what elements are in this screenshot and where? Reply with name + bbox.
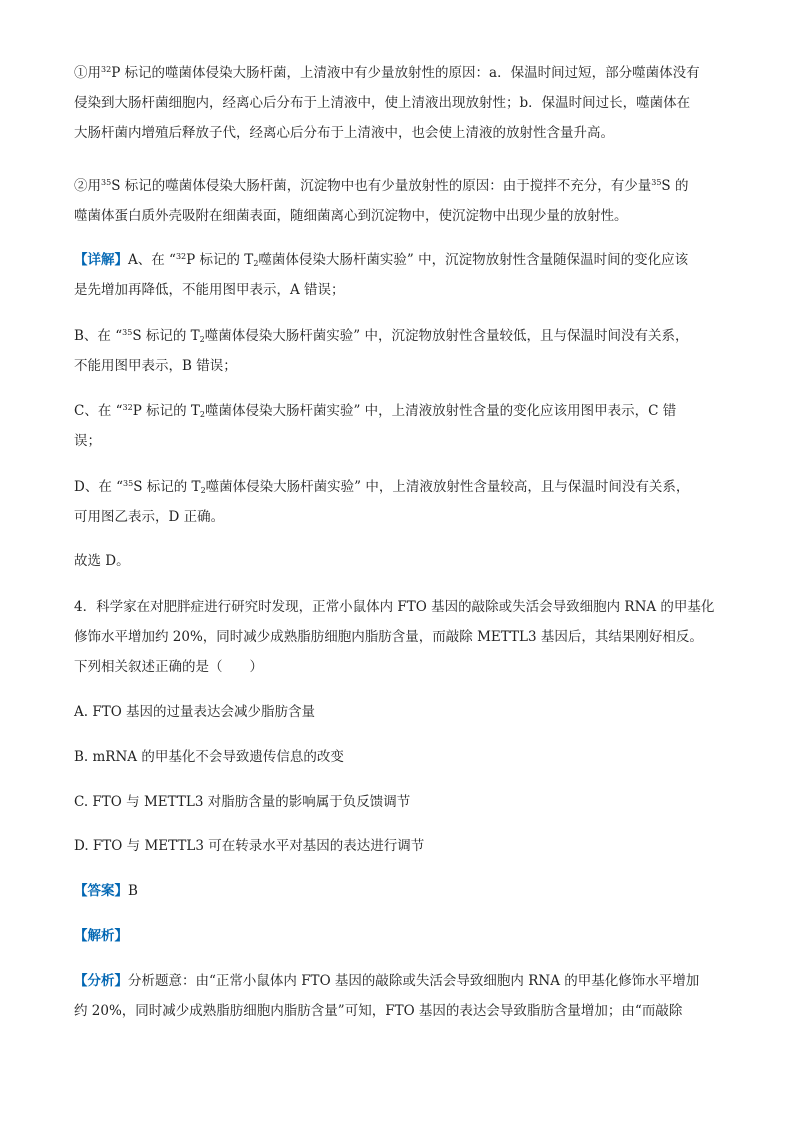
question-4-stem-line-1: 4．科学家在对肥胖症进行研究时发现，正常小鼠体内 FTO 基因的敲除或失活会导致细胞内 RNA 的甲基化 (74, 599, 715, 615)
reason-2-paragraph (74, 171, 724, 231)
detail-d-paragraph (74, 472, 724, 532)
analysis-tag: 【解析】 (74, 928, 128, 944)
answer-line (74, 876, 724, 907)
fenxi-line-1: 【分析】分析题意：由“正常小鼠体内 FTO 基因的敲除或失活会导致细胞内 RNA 的甲基化修饰水平增加 (74, 973, 700, 989)
detail-b-line-1: B、在 “$^{35}$S 标记的 $T_2$噬菌体侵染大肠杆菌实验” 中，沉淀物放射性含量较低，且与保温时间没有关系， (74, 328, 689, 344)
fenxi-paragraph (74, 966, 724, 1026)
detail-d-line-2: 可用图乙表示，D 正确。 (74, 509, 225, 525)
reason-2-line-1: ②用$^{35}$S 标记的噬菌体侵染大肠杆菌，沉淀物中也有少量放射性的原因：由于搅拌不充分，有少量$^{35}$S 的 (74, 178, 689, 194)
reason-1-line-3: 大肠杆菌内增殖后释放子代，经离心后分布于上清液中，也会使上清液的放射性含量升高。 (74, 125, 614, 141)
detail-c-line-1: C、在 “$^{32}$P 标记的 $T_2$噬菌体侵染大肠杆菌实验” 中，上清液放射性含量的变化应该用图甲表示，C 错 (74, 403, 677, 419)
detail-a-paragraph (74, 245, 724, 305)
reason-1-line-1: ①用$^{32}$P 标记的噬菌体侵染大肠杆菌，上清液中有少量放射性的原因：a．保温时间过短，部分噬菌体没有 (74, 65, 700, 81)
reason-1-line-2: 侵染到大肠杆菌细胞内，经离心后分布于上清液中，使上清液出现放射性；b．保温时间过长，噬菌体在 (74, 95, 691, 111)
reason-2-line-2: 噬菌体蛋白质外壳吸附在细菌表面，随细菌离心到沉淀物中，使沉淀物中出现少量的放射性。 (74, 208, 628, 224)
detail-b-paragraph (74, 321, 724, 381)
fenxi-tag: 【分析】 (74, 973, 128, 989)
reason-1-paragraph (74, 58, 724, 148)
option-c: C. FTO 与 METTL3 对脂肪含量的影响属于负反馈调节 (74, 794, 411, 810)
detail-d-line-1: D、在 “$^{35}$S 标记的 $T_2$噬菌体侵染大肠杆菌实验” 中，上清液放射性含量较高，且与保温时间没有关系， (74, 479, 690, 495)
question-4-stem-line-2: 修饰水平增加约 20%，同时减少成熟脂肪细胞内脂肪含量，而敲除 METTL3 基因后，其结果刚好相反。 (74, 629, 703, 645)
final-choice: 故选 D。 (74, 553, 130, 569)
detail-b-line-2: 不能用图甲表示，B 错误； (74, 358, 237, 374)
detail-a-line-2: 是先增加再降低，不能用图甲表示，A 错误； (74, 282, 345, 298)
answer-tag: 【答案】 (74, 883, 128, 899)
question-4-stem-line-3: 下列相关叙述正确的是（ ） (74, 659, 263, 675)
detail-c-line-2: 误； (74, 433, 101, 449)
detail-tag: 【详解】 (74, 252, 128, 268)
option-a: A. FTO 基因的过量表达会减少脂肪含量 (74, 704, 316, 720)
option-b: B. mRNA 的甲基化不会导致遗传信息的改变 (74, 749, 344, 765)
question-4-stem (74, 592, 724, 682)
detail-a-line-1: 【详解】A、在 “$^{32}$P 标记的 $T_2$噬菌体侵染大肠杆菌实验” 中，沉淀物放射性含量随保温时间的变化应该 (74, 252, 689, 268)
option-d: D. FTO 与 METTL3 可在转录水平对基因的表达进行调节 (74, 838, 425, 854)
answer-value: B (128, 883, 138, 899)
detail-c-paragraph (74, 396, 724, 456)
analysis-tag-line (74, 921, 724, 952)
fenxi-line-2: 约 20%，同时减少成熟脂肪细胞内脂肪含量”可知，FTO 基因的表达会导致脂肪含量增加；由“而敲除 (74, 1003, 683, 1019)
